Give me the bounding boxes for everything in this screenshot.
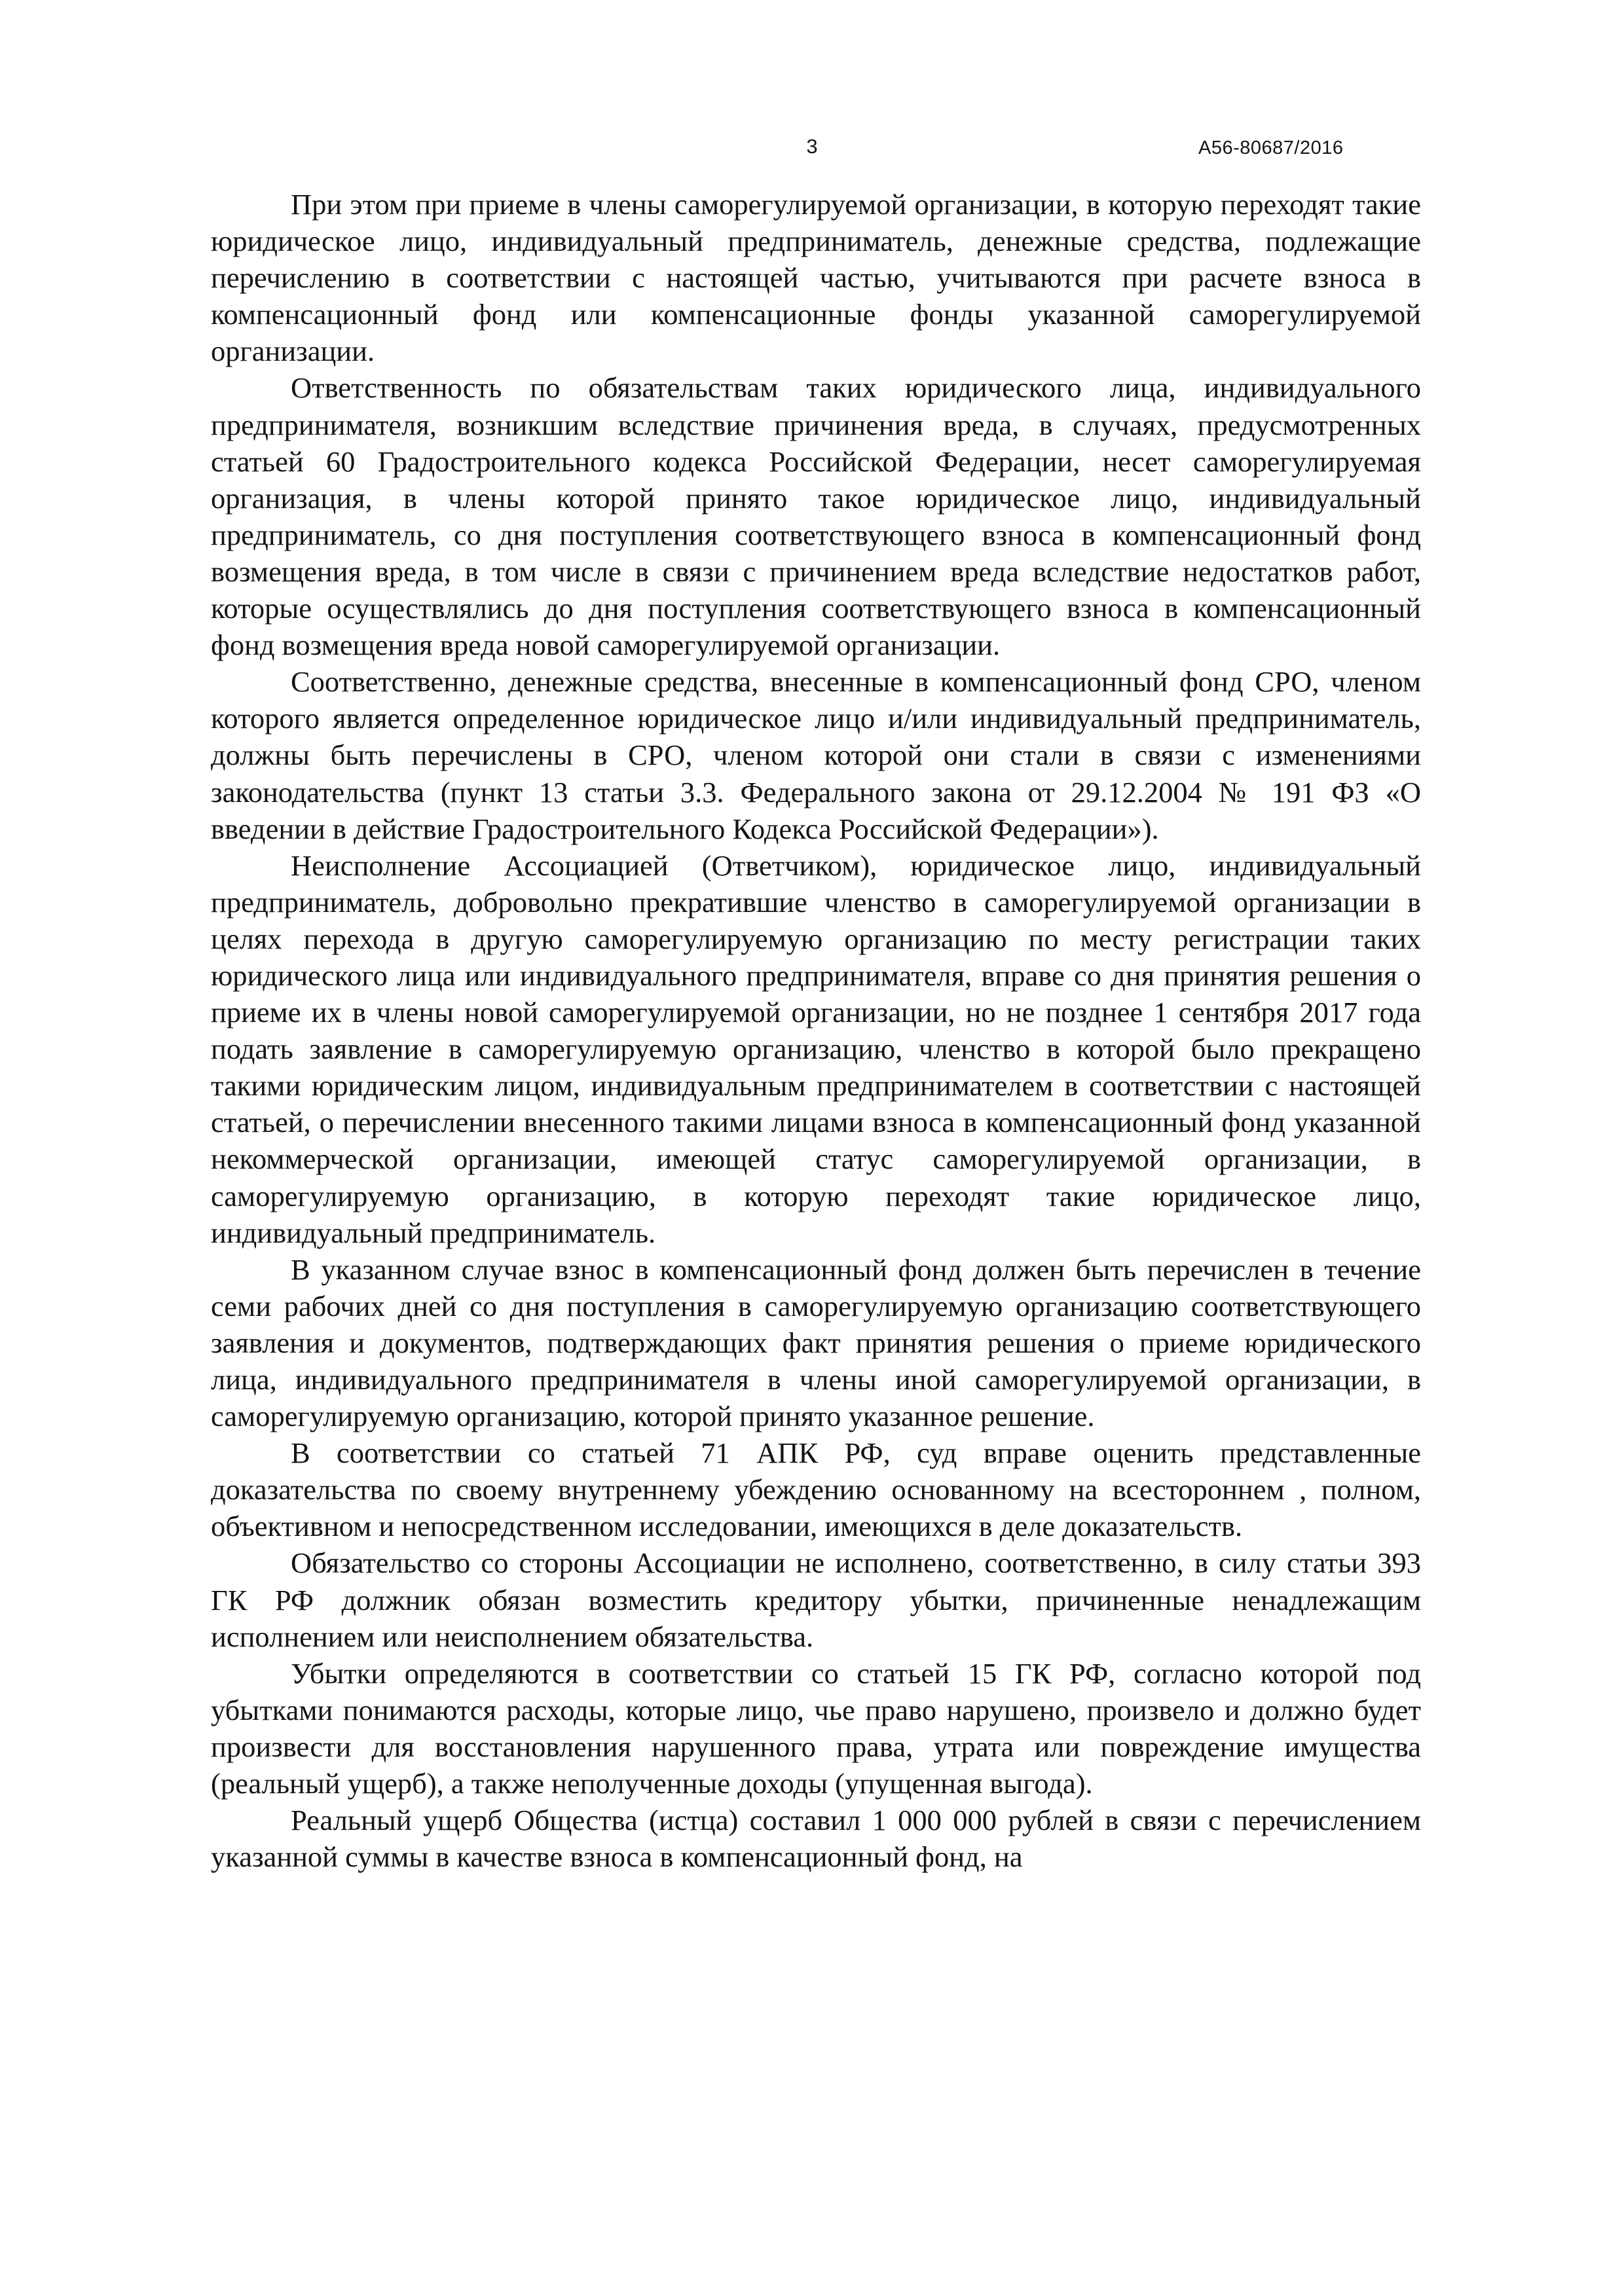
paragraph: Соответственно, денежные средства, внесенные в компенсационный фонд СРО, членом которого является определенное юридическое лицо и/или индивидуальный предприниматель, должны быть перечислены в СРО, членом которой они стали в связи с изменениями законодательства (пункт 13 статьи 3.3. Федерального закона от 29.12.2004 № 191 ФЗ «О введении в действие Градостроительного Кодекса Российской Федерации»). [211, 665, 1421, 845]
paragraph: В соответствии со статьей 71 АПК РФ, суд вправе оценить представленные доказательства по своему внутреннему убеждению основанному на всестороннем , полном, объективном и непосредственном исследовании, имеющихся в деле доказательств. [211, 1436, 1421, 1543]
document-body [211, 186, 1421, 1875]
page-number: 3 [806, 135, 818, 158]
paragraph: В указанном случае взнос в компенсационный фонд должен быть перечислен в течение семи рабочих дней со дня поступления в саморегулируемую организацию соответствующего заявления и документов, подтверждающих факт принятия решения о приеме юридического лица, индивидуального предпринимателя в члены иной саморегулируемой организации, в саморегулируемую организацию, которой принято указанное решение. [211, 1252, 1421, 1433]
paragraph: Обязательство со стороны Ассоциации не исполнено, соответственно, в силу статьи 393 ГК РФ должник обязан возместить кредитору убытки, причиненные ненадлежащим исполнением или неисполнением обязательства. [211, 1546, 1421, 1653]
paragraph: Реальный ущерб Общества (истца) составил 1 000 000 рублей в связи с перечислением указанной суммы в качестве взноса в компенсационный фонд, на [211, 1804, 1421, 1874]
paragraph: При этом при приеме в члены саморегулируемой организации, в которую переходят такие юридическое лицо, индивидуальный предприниматель, денежные средства, подлежащие перечислению в соответствии с настоящей частью, учитываются при расчете взноса в компенсационный фонд или компенсационные фонды указанной саморегулируемой организации. [211, 188, 1421, 368]
paragraph: Убытки определяются в соответствии со статьей 15 ГК РФ, согласно которой под убытками понимаются расходы, которые лицо, чье право нарушено, произвело и должно будет произвести для восстановления нарушенного права, утрата или повреждение имущества (реальный ущерб), а также неполученные доходы (упущенная выгода). [211, 1656, 1421, 1800]
case-number: А56-80687/2016 [1198, 137, 1344, 158]
paragraph: Неисполнение Ассоциацией (Ответчиком), юридическое лицо, индивидуальный предприниматель, добровольно прекратившие членство в саморегулируемой организации в целях перехода в другую саморегулируемую организацию по месту регистрации таких юридического лица или индивидуального предпринимателя, вправе со дня принятия решения о приеме их в члены новой саморегулируемой организации, но не позднее 1 сентября 2017 года подать заявление в саморегулируемую организацию, членство в которой было прекращено такими юридическим лицом, индивидуальным предпринимателем в соответствии с настоящей статьей, о перечислении внесенного такими лицами взноса в компенсационный фонд указанной некоммерческой организации, имеющей статус саморегулируемой организации, в саморегулируемую организацию, в которую переходят такие юридическое лицо, индивидуальный предприниматель. [211, 848, 1421, 1249]
paragraph: Ответственность по обязательствам таких юридического лица, индивидуального предпринимателя, возникшим вследствие причинения вреда, в случаях, предусмотренных статьей 60 Градостроительного кодекса Российской Федерации, несет саморегулируемая организация, в члены которой принято такое юридическое лицо, индивидуальный предприниматель, со дня поступления соответствующего взноса в компенсационный фонд возмещения вреда, в том числе в связи с причинением вреда вследствие недостатков работ, которые осуществлялись до дня поступления соответствующего взноса в компенсационный фонд возмещения вреда новой саморегулируемой организации. [211, 371, 1421, 662]
